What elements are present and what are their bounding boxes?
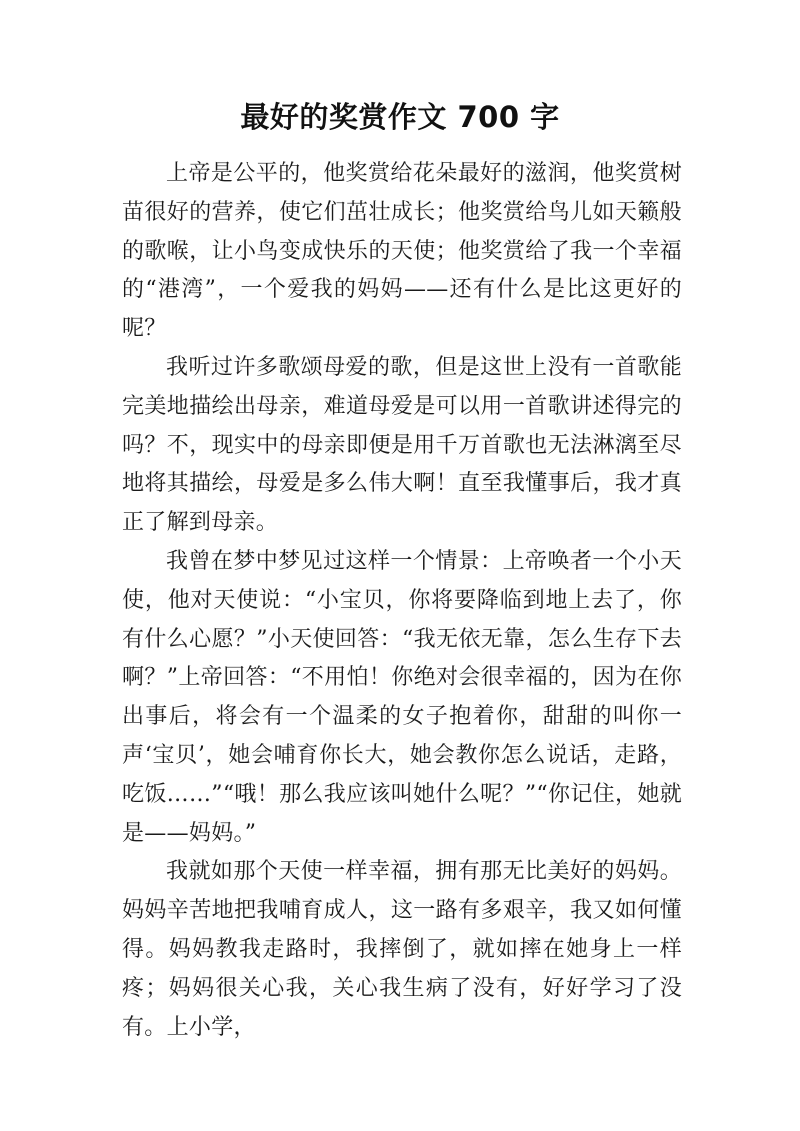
paragraph-3: 我曾在梦中梦见过这样一个情景：上帝唤者一个小天使，他对天使说：“小宝贝，你将要降临到地上去了，你有什么心愿？”小天使回答：“我无依无靠，怎么生存下去啊？”上帝回答：“不用怕！你绝对会很幸福的，因为在你出事后，将会有一个温柔的女子抱着你，甜甜的叫你一声‘宝贝’，她会哺育你长大，她会教你怎么说话，走路，吃饭……”“哦！那么我应该叫她什么呢？”“你记住，她就是——妈妈。”: [122, 548, 682, 846]
document-body: [122, 155, 682, 1047]
paragraph-4: 我就如那个天使一样幸福，拥有那无比美好的妈妈。妈妈辛苦地把我哺育成人，这一路有多艰辛，我又如何懂得。妈妈教我走路时，我摔倒了，就如摔在她身上一样疼；妈妈很关心我，关心我生病了没有，好好学习了没有。上小学，: [122, 859, 682, 1040]
paragraph-2: 我听过许多歌颂母爱的歌，但是这世上没有一首歌能完美地描绘出母亲，难道母爱是可以用一首歌讲述得完的吗？不，现实中的母亲即便是用千万首歌也无法淋漓至尽地将其描绘，母爱是多么伟大啊！直至我懂事后，我才真正了解到母亲。: [122, 354, 682, 536]
document-title: 最好的奖赏作文 700 字: [240, 100, 560, 134]
paragraph-1: 上帝是公平的，他奖赏给花朵最好的滋润，他奖赏树苗很好的营养，使它们茁壮成长；他奖赏给鸟儿如天籁般的歌喉，让小鸟变成快乐的天使；他奖赏给了我一个幸福的“港湾”，一个爱我的妈妈——还有什么是比这更好的呢？: [122, 161, 682, 342]
